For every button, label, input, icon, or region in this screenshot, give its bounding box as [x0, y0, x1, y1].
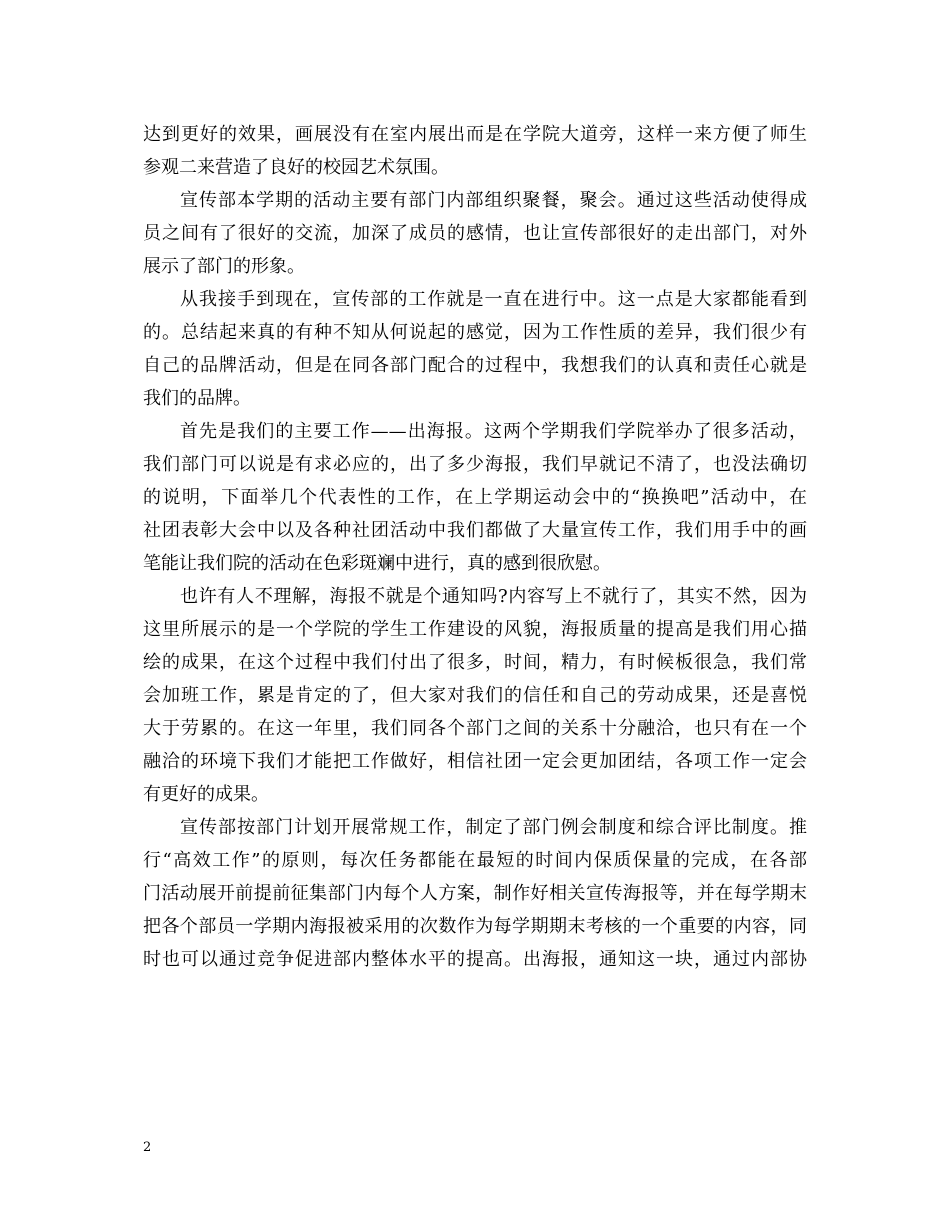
- text-line: 会加班工作，累是肯定的了，但大家对我们的信任和自己的劳动成果，还是喜悦: [143, 685, 807, 706]
- text-line: 的。总结起来真的有种不知从何说起的感觉，因为工作性质的差异，我们很少有: [143, 322, 807, 343]
- text-line: 自己的品牌活动，但是在同各部门配合的过程中，我想我们的认真和责任心就是: [143, 355, 807, 376]
- text-line: 融洽的环境下我们才能把工作做好，相信社团一定会更加团结，各项工作一定会: [143, 751, 807, 772]
- page-number: 2: [143, 1140, 152, 1155]
- text-line: 员之间有了很好的交流，加深了成员的感情，也让宣传部很好的走出部门，对外: [143, 223, 807, 244]
- text-line: 参观二来营造了良好的校园艺术氛围。: [143, 157, 449, 178]
- text-line: 也许有人不理解，海报不就是个通知吗?内容写上不就行了，其实不然，因为: [180, 586, 807, 607]
- text-line: 社团表彰大会中以及各种社团活动中我们都做了大量宣传工作，我们用手中的画: [143, 520, 807, 541]
- text-line: 有更好的成果。: [143, 784, 269, 805]
- text-line: 宣传部按部门计划开展常规工作，制定了部门例会制度和综合评比制度。推: [180, 817, 807, 838]
- text-line: 笔能让我们院的活动在色彩斑斓中进行，真的感到很欣慰。: [143, 553, 611, 574]
- text-line: 我们的品牌。: [143, 388, 251, 409]
- text-line: 把各个部员一学期内海报被采用的次数作为每学期期末考核的一个重要的内容，同: [143, 916, 807, 937]
- text-line: 大于劳累的。在这一年里，我们同各个部门之间的关系十分融洽，也只有在一个: [143, 718, 807, 739]
- text-line: 展示了部门的形象。: [143, 256, 305, 277]
- text-line: 绘的成果，在这个过程中我们付出了很多，时间，精力，有时候板很急，我们常: [143, 652, 807, 673]
- text-line: 行“高效工作”的原则，每次任务都能在最短的时间内保质保量的完成，在各部: [143, 850, 807, 871]
- text-line: 从我接手到现在，宣传部的工作就是一直在进行中。这一点是大家都能看到: [180, 289, 807, 310]
- text-line: 达到更好的效果，画展没有在室内展出而是在学院大道旁，这样一来方便了师生: [143, 124, 807, 145]
- body-text: [143, 118, 807, 976]
- text-line: 的说明，下面举几个代表性的工作，在上学期运动会中的“换换吧”活动中，在: [143, 487, 807, 508]
- text-line: 我们部门可以说是有求必应的，出了多少海报，我们早就记不清了，也没法确切: [143, 454, 807, 475]
- text-line: 时也可以通过竞争促进部内整体水平的提高。出海报，通知这一块，通过内部协: [143, 949, 807, 970]
- text-line: 这里所展示的是一个学院的学生工作建设的风貌，海报质量的提高是我们用心描: [143, 619, 807, 640]
- text-line: 宣传部本学期的活动主要有部门内部组织聚餐，聚会。通过这些活动使得成: [180, 190, 807, 211]
- text-line: 门活动展开前提前征集部门内每个人方案，制作好相关宣传海报等，并在每学期末: [143, 883, 807, 904]
- text-line: 首先是我们的主要工作——出海报。这两个学期我们学院举办了很多活动，: [180, 421, 807, 442]
